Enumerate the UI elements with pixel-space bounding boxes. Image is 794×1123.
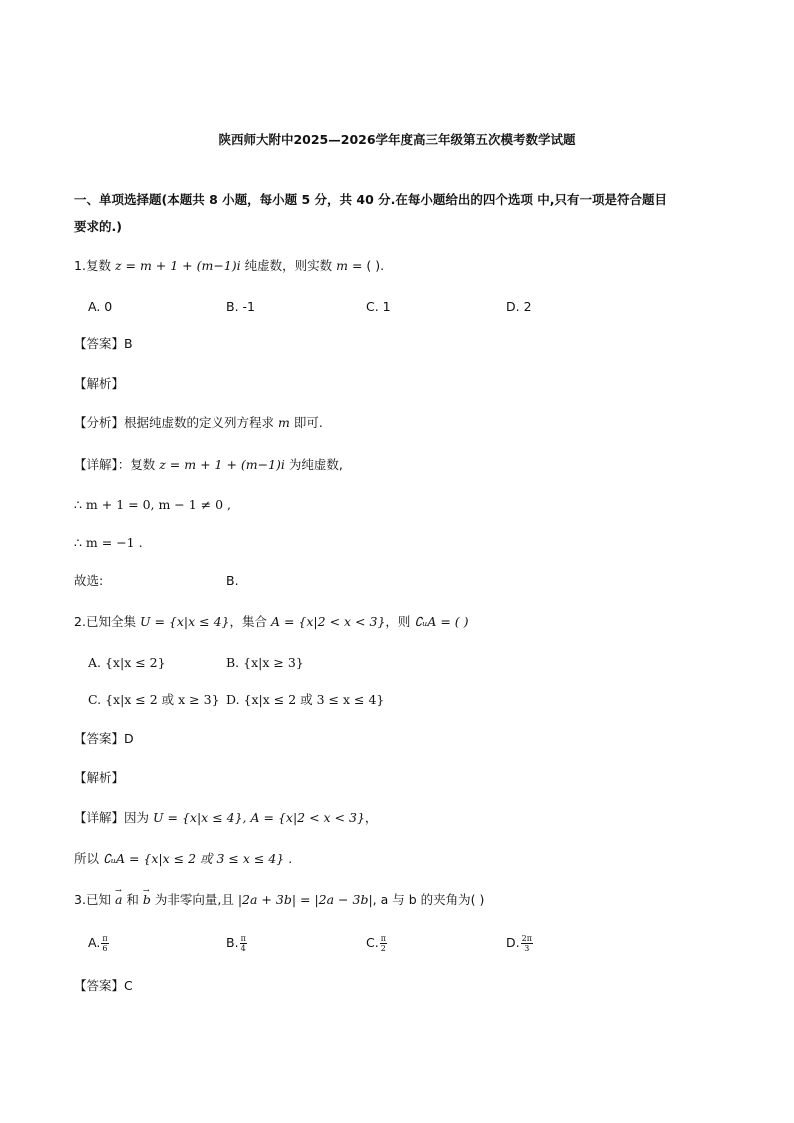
option-c: [366, 934, 387, 953]
math-expression: |2a + 3b| = |2a − 3b|: [237, 892, 373, 907]
vector-a: → a: [115, 892, 122, 908]
fraction: [380, 934, 387, 953]
question-1: [74, 258, 384, 274]
question-text: 已知全集: [85, 614, 136, 629]
math-expression: U = {x|x ≤ 4}: [139, 614, 230, 629]
fraction: [240, 934, 247, 953]
fraction: [521, 934, 533, 953]
question-text: 纯虚数，则实数: [244, 258, 333, 273]
math-expression: z = m + 1 + (m−1)i: [159, 457, 285, 472]
solution-step-2: ∴ m = −1 .: [74, 535, 143, 550]
option-label: D.: [506, 935, 520, 950]
math-expression: z = m + 1 + (m−1)i: [114, 258, 241, 273]
solution-step-1: ∴ m + 1 = 0, m − 1 ≠ 0 ,: [74, 497, 232, 512]
question-text: = ( ).: [351, 258, 385, 273]
question-text: ，则: [385, 614, 411, 629]
answer-label: 【答案】B: [74, 336, 133, 351]
choose-label: 故选:: [74, 573, 104, 588]
option-a: A. 0: [88, 299, 113, 314]
analysis-label: 【解析】: [74, 770, 125, 785]
math-expression: U = {x|x ≤ 4}, A = {x|2 < x < 3}: [153, 810, 365, 825]
conclusion-text: 所以: [74, 851, 100, 866]
question-text: 复数: [85, 258, 111, 273]
fraction: [101, 934, 108, 953]
fraction-denominator: 2: [380, 944, 386, 953]
analysis-label: 【解析】: [74, 376, 125, 391]
question-3: [74, 892, 484, 908]
option-d: D. {x|x ≤ 2 或 3 ≤ x ≤ 4}: [226, 692, 385, 707]
question-number: 2.: [74, 614, 86, 629]
option-a: [88, 934, 109, 953]
choose-value: B.: [226, 573, 239, 588]
option-d: D. 2: [506, 299, 532, 314]
option-b: B. {x|x ≥ 3}: [226, 655, 304, 670]
conclusion-text: .: [288, 851, 293, 866]
fraction-denominator: 3: [524, 944, 530, 953]
detail-line: [74, 457, 343, 473]
option-b: [226, 934, 247, 953]
question-text: ，集合: [229, 614, 267, 629]
detail-text: 【详解】因为: [74, 810, 150, 825]
option-a: A. {x|x ≤ 2}: [88, 655, 166, 670]
fraction-numerator: 2π: [521, 934, 532, 943]
math-expression: A = {x|2 < x < 3}: [270, 614, 386, 629]
option-c: C. 1: [366, 299, 391, 314]
question-number: 3.: [74, 892, 86, 907]
page-title: 陕西师大附中2025—2026学年度高三年级第五次模考数学试题: [218, 132, 576, 147]
option-b: B. -1: [226, 299, 255, 314]
detail-text: ，: [364, 810, 378, 825]
math-expression: ∁ᵤA = {x|x ≤ 2 或 3 ≤ x ≤ 4}: [103, 851, 285, 866]
answer-label: 【答案】D: [74, 731, 134, 746]
math-expression: ∁ᵤA = ( ): [414, 614, 469, 629]
fenxi-text: 即可.: [293, 415, 323, 430]
vector-b: → b: [143, 892, 151, 908]
option-label: A.: [88, 935, 101, 950]
fenxi-line: [74, 415, 323, 431]
fraction-denominator: 4: [240, 944, 246, 953]
fraction-denominator: 6: [102, 944, 108, 953]
math-expression: m: [278, 415, 290, 430]
section-heading: 一、单项选择题(本题共 8 小题，每小题 5 分，共 40 分.在每小题给出的四个选项 中,只有一项是符合题目: [74, 192, 667, 207]
detail-text: 为纯虚数,: [288, 457, 343, 472]
detail-line: [74, 810, 377, 826]
question-number: 1.: [74, 258, 86, 273]
option-label: B.: [226, 935, 239, 950]
question-text: 和: [126, 892, 139, 907]
fenxi-text: 【分析】根据纯虚数的定义列方程求: [74, 415, 275, 430]
section-heading-cont: 要求的.): [74, 219, 122, 234]
option-c: C. {x|x ≤ 2 或 x ≥ 3}: [88, 692, 220, 707]
fraction-numerator: π: [380, 934, 386, 943]
conclusion-line: [74, 851, 292, 867]
math-expression: m: [336, 258, 348, 273]
option-d: [506, 934, 533, 953]
question-text: , a 与 b 的夹角为( ): [372, 892, 485, 907]
question-2: [74, 614, 469, 630]
detail-text: 【详解】：复数: [74, 457, 156, 472]
fraction-numerator: π: [240, 934, 246, 943]
question-text: 为非零向量,且: [154, 892, 234, 907]
question-text: 已知: [85, 892, 111, 907]
fraction-numerator: π: [102, 934, 108, 943]
answer-label: 【答案】C: [74, 978, 133, 993]
option-label: C.: [366, 935, 379, 950]
